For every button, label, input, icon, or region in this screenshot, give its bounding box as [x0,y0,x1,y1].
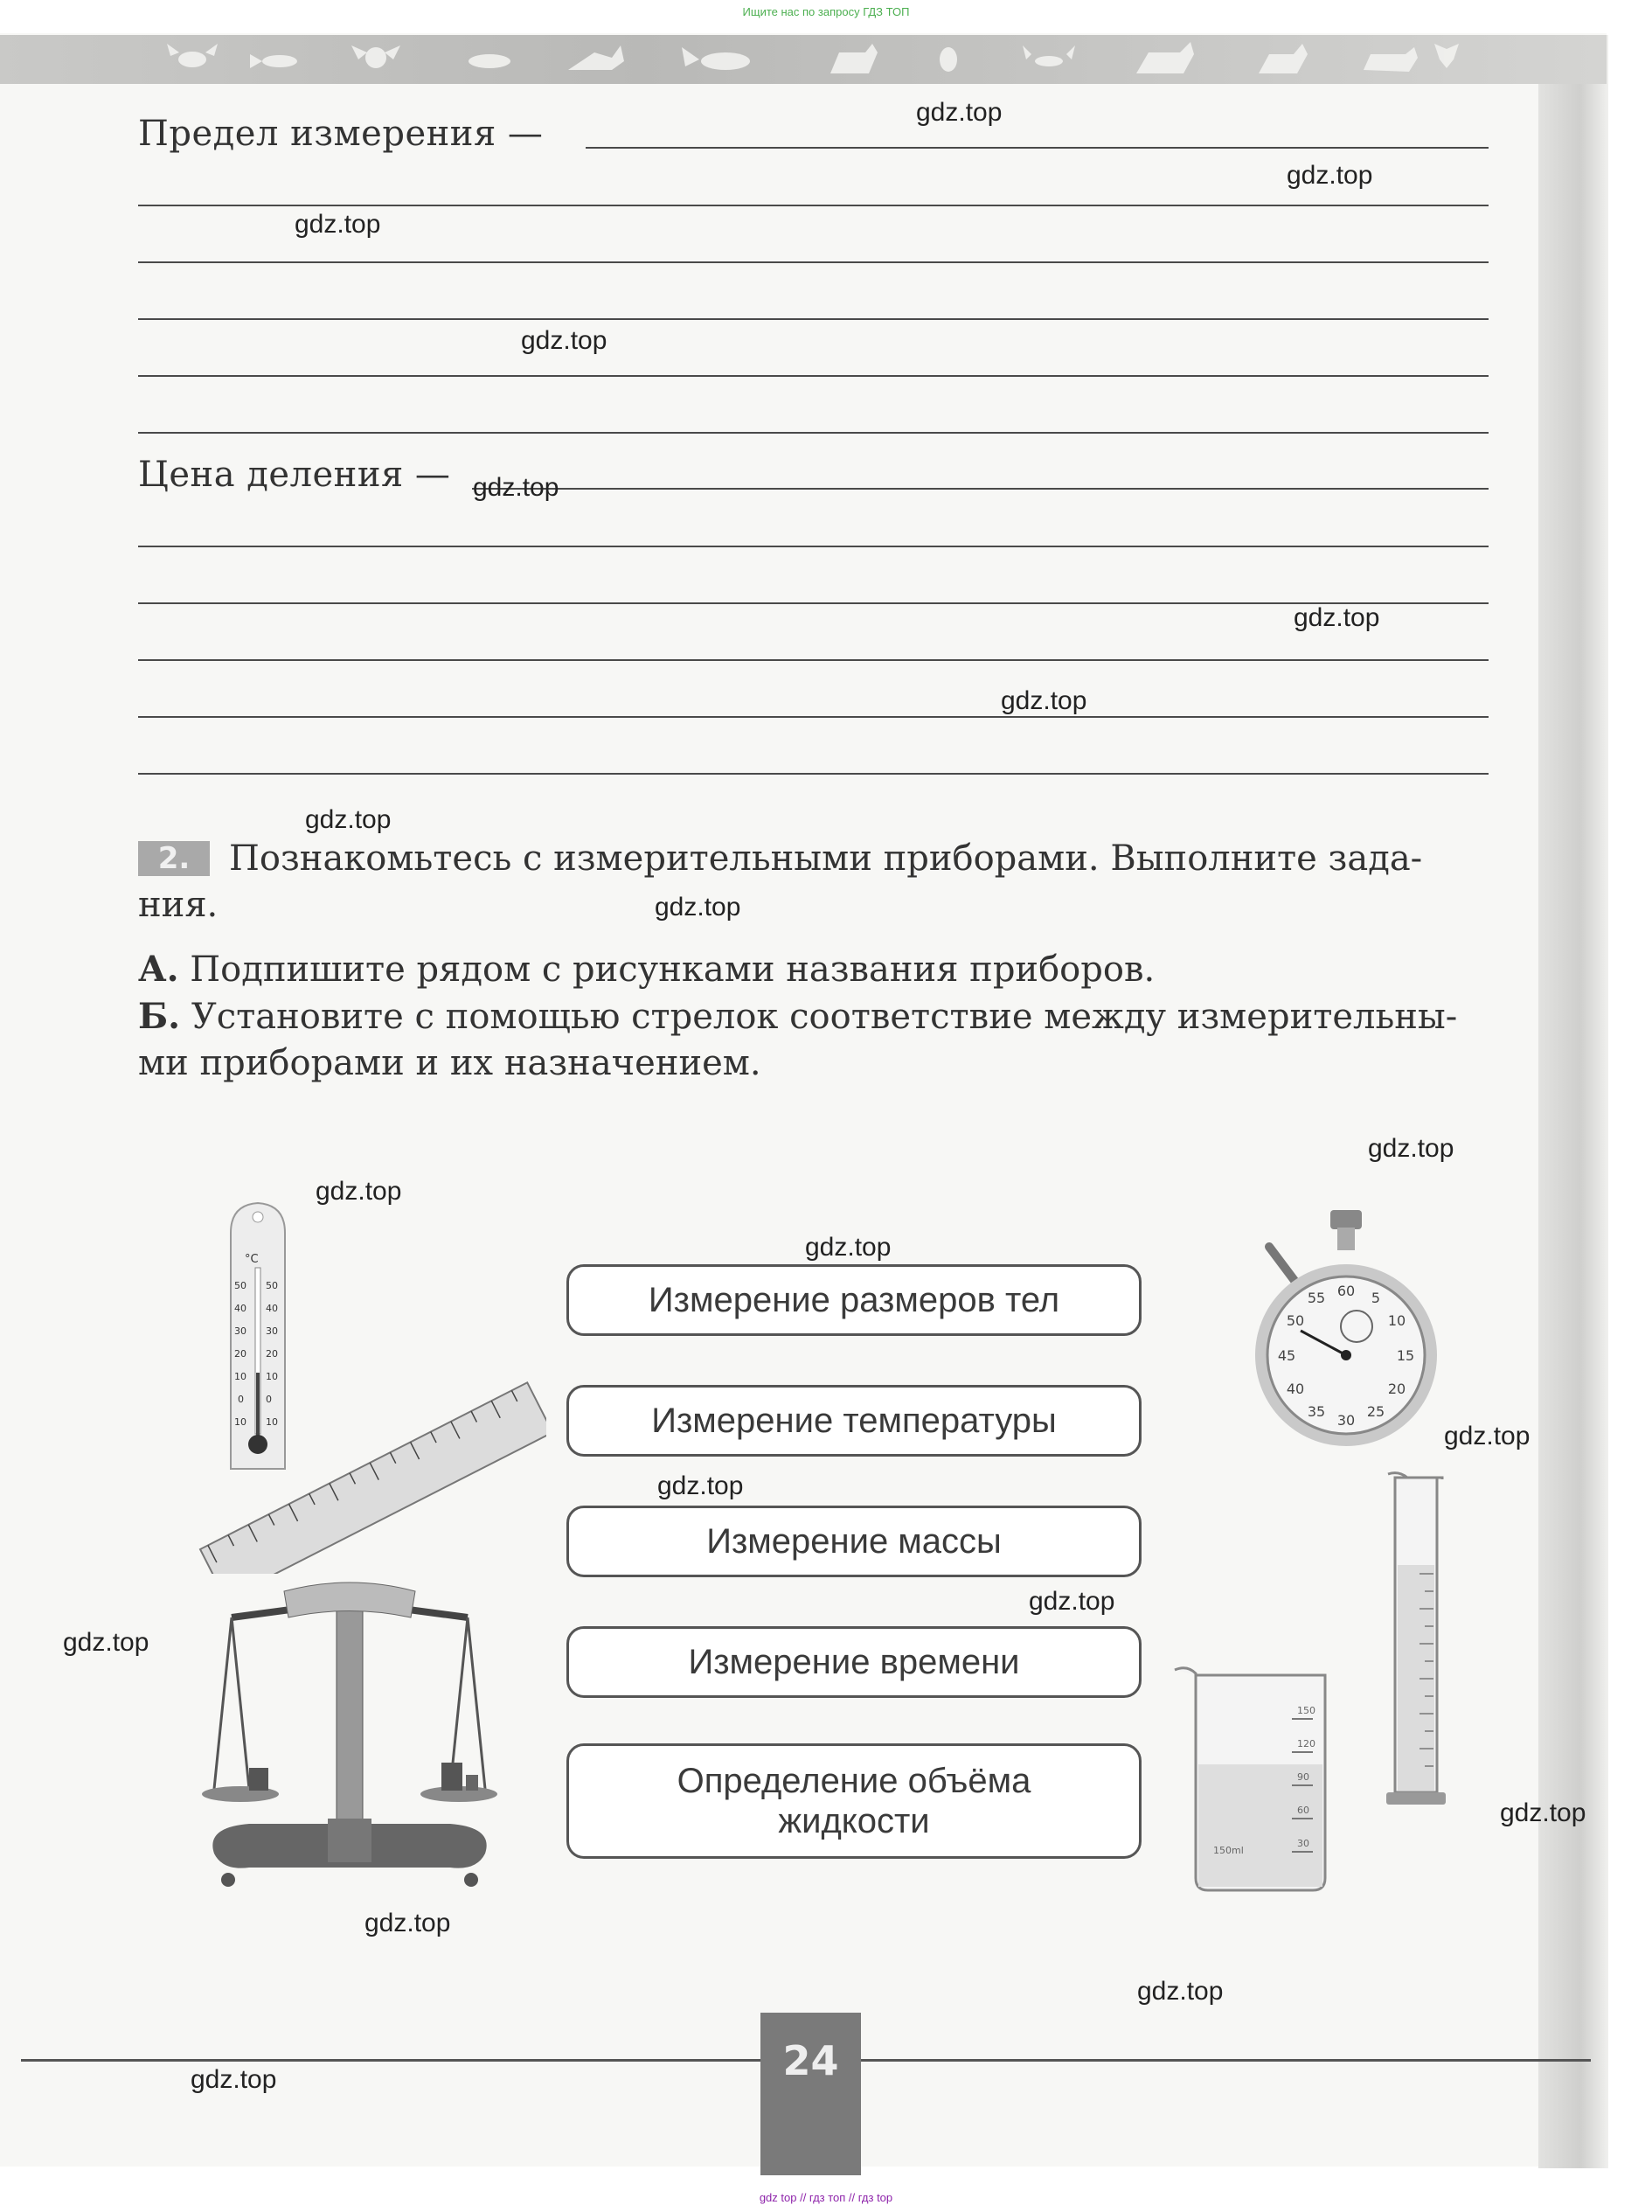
writing-line[interactable] [138,773,1489,775]
watermark: gdz.top [364,1909,451,1937]
watermark: gdz.top [521,326,607,355]
part-a-text: Подпишите рядом с рисунками названия приборов. [190,949,1156,990]
watermark: gdz.top [63,1628,149,1657]
watermark: gdz.top [1368,1134,1454,1163]
watermark: gdz.top [1287,161,1373,190]
watermark: gdz.top [1137,1977,1224,2006]
writing-line[interactable] [138,261,1489,263]
purpose-label: Измерение размеров тел [648,1281,1060,1319]
watermark: gdz.top [805,1233,892,1262]
writing-line[interactable] [472,488,1489,490]
graduated-cylinder-icon[interactable] [1381,1469,1451,1819]
dial-number: 15 [1396,1347,1415,1364]
purpose-label: Определение объёма жидкости [677,1762,1031,1840]
dial-number: 50 [1286,1312,1305,1329]
thermometer-tick: 40 [234,1303,246,1314]
division-value-label: Цена деления — [138,455,451,495]
thermometer-tick: 30 [266,1325,278,1337]
beaker-mark: 30 [1297,1838,1309,1849]
watermark: gdz.top [916,98,1003,127]
animal-silhouettes-icon [0,35,1607,84]
watermark: gdz.top [191,2065,277,2094]
part-b-line2: ми приборами и их назначением. [138,1043,761,1083]
writing-line[interactable] [138,602,1489,604]
thermometer-tick: 0 [266,1394,272,1405]
writing-line[interactable] [138,546,1489,547]
footer-rule-right [861,2059,1591,2062]
balance-scale-icon[interactable] [197,1565,503,1897]
watermark: gdz.top [1294,603,1380,632]
watermark: gdz.top [1001,686,1087,715]
page-edge-shadow [1538,35,1608,2168]
part-b-letter: Б. [138,996,181,1037]
beaker-mark: 60 [1297,1805,1309,1816]
thermometer-tick: 10 [266,1416,278,1428]
thermometer-tick: 10 [234,1416,246,1428]
dial-number: 35 [1307,1403,1326,1420]
task-intro [138,836,1489,929]
dial-number: 30 [1336,1412,1356,1429]
watermark: gdz.top [1500,1798,1586,1827]
top-note: Ищите нас по запросу ГДЗ ТОП [742,5,910,18]
watermark: gdz.top [1029,1587,1115,1616]
thermometer-tick: 10 [266,1371,278,1382]
measurement-limit-label: Предел измерения — [138,114,544,154]
watermark: gdz.top [655,893,741,922]
purpose-box-temperature[interactable] [566,1385,1142,1457]
writing-line[interactable] [586,147,1489,149]
beaker-volume-label: 150ml [1213,1845,1244,1856]
thermometer-tick: 50 [234,1280,246,1291]
thermometer-tick: 20 [234,1348,246,1360]
dial-number: 25 [1366,1403,1385,1420]
thermometer-tick: 40 [266,1303,278,1314]
thermometer-tick: 50 [266,1280,278,1291]
beaker-mark: 120 [1297,1738,1315,1749]
writing-line[interactable] [138,318,1489,320]
beaker-icon[interactable] [1170,1661,1344,1897]
thermometer-tick: 30 [234,1325,246,1337]
page-number: 24 [760,2013,861,2175]
footer-rule-left [21,2059,760,2062]
thermometer-tick: 10 [234,1371,246,1382]
dial-number: 55 [1307,1290,1326,1306]
watermark: gdz.top [657,1471,744,1500]
dial-number: 45 [1277,1347,1296,1364]
purpose-box-size[interactable] [566,1264,1142,1336]
dial-number: 20 [1387,1381,1406,1397]
writing-line[interactable] [138,375,1489,377]
task-intro-line2: ния. [138,885,219,925]
task-number-badge: 2. [138,841,210,876]
writing-line[interactable] [138,716,1489,718]
watermark: gdz.top [305,805,392,834]
stopwatch-icon[interactable] [1252,1207,1440,1460]
purpose-box-volume[interactable] [566,1743,1142,1859]
writing-line[interactable] [138,205,1489,206]
thermometer-tick: 0 [238,1394,244,1405]
writing-line[interactable] [138,432,1489,434]
part-a-letter: А. [138,949,179,990]
watermark: gdz.top [295,210,381,239]
bottom-note: gdz top // гдз топ // гдз top [759,2191,893,2204]
task-intro-line1: Познакомьтесь с измерительными приборами. Выполните зада- [229,838,1423,879]
purpose-box-time[interactable] [566,1626,1142,1698]
purpose-label: Измерение времени [688,1643,1020,1681]
task-part-b [138,993,1489,1087]
watermark: gdz.top [1444,1422,1531,1450]
thermometer-unit: °C [245,1253,259,1266]
purpose-label: Измерение массы [706,1522,1002,1561]
thermometer-tick: 20 [266,1348,278,1360]
writing-line[interactable] [138,659,1489,661]
watermark: gdz.top [316,1177,402,1206]
dial-number: 60 [1336,1283,1356,1299]
task-part-a [138,946,1489,993]
header-banner [0,35,1607,84]
dial-number: 5 [1371,1290,1381,1306]
beaker-mark: 90 [1297,1771,1309,1783]
dial-number: 10 [1387,1312,1406,1329]
purpose-box-mass[interactable] [566,1506,1142,1577]
part-b-line1: Установите с помощью стрелок соответствие между измерительны- [191,997,1458,1037]
purpose-label: Измерение температуры [651,1402,1057,1440]
beaker-mark: 150 [1297,1705,1315,1716]
watermark: gdz.top [473,473,559,502]
ruler-icon[interactable] [188,1364,546,1574]
dial-number: 40 [1286,1381,1305,1397]
